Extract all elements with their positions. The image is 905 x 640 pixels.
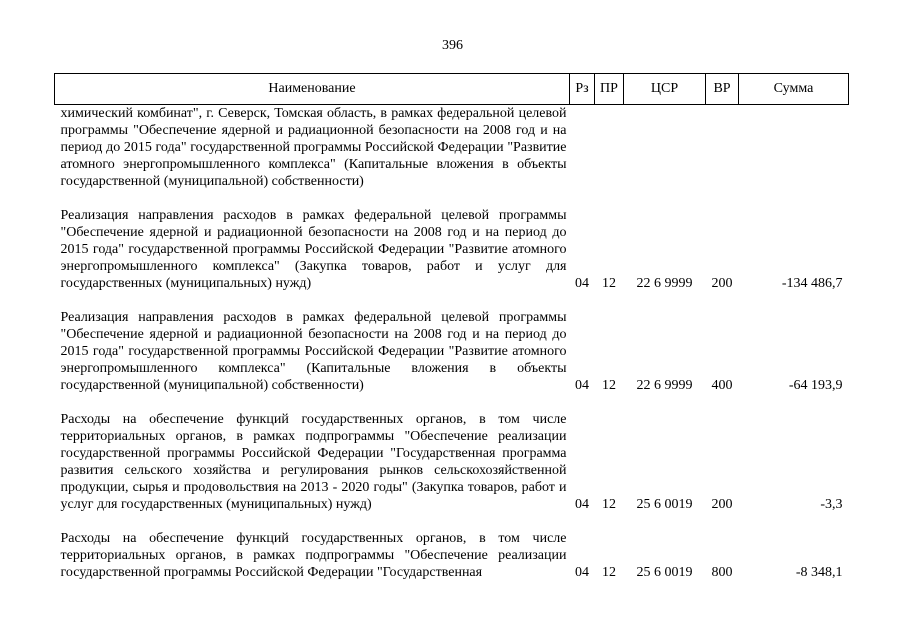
row-vr [706,105,739,191]
table-header-row [55,74,849,105]
column-header-vr: ВР [706,74,739,105]
row-rz: 04 [575,497,589,512]
budget-table [54,73,849,581]
row-name: Реализация направления расходов в рамках федеральной целевой программы "Обеспечение ядерной и радиационной безопасности на 2008 год и на период до 2015 года" государственной программы Российской Федерации "Развитие атомного энергопромышленного комплекса" (Закупка товаров, работ и услуг для государственных (муниципальных) нужд) [60,208,567,291]
row-csr: 22 6 9999 [636,378,693,393]
row-name: Реализация направления расходов в рамках федеральной целевой программы "Обеспечение ядерной и радиационной безопасности на 2008 год и на период до 2015 года" государственной программы Российской Федерации "Развитие атомного энергопромышленного комплекса" (Капитальные вложения в объекты государственной (муниципальной) собственности) [60,310,567,393]
row-sum: -64 193,9 [788,378,843,393]
row-vr: 200 [711,276,733,291]
page-number: 396 [442,38,463,53]
row-pr: 12 [602,378,616,393]
row-csr: 25 6 0019 [636,565,693,580]
row-rz: 04 [575,565,589,580]
table-row [55,309,849,394]
row-name: Расходы на обеспечение функций государственных органов, в том числе территориальных органов, в рамках подпрограммы "Обеспечение реализации государственной программы Российской Федерации "Государственная [60,531,567,580]
row-pr [595,105,624,191]
row-name: химический комбинат", г. Северск, Томская область, в рамках федеральной целевой программы "Обеспечение ядерной и радиационной безопасности на 2008 год и на период до 2015 года" государственной программы Российской Федерации "Развитие атомного энергопромышленного комплекса" (Капитальные вложения в объекты государственной (муниципальной) собственности) [60,106,567,189]
row-sum: -134 486,7 [781,276,843,291]
row-rz [570,105,595,191]
row-csr: 22 6 9999 [636,276,693,291]
row-pr: 12 [602,276,616,291]
row-vr: 200 [711,497,733,512]
column-header-csr: ЦСР [624,74,706,105]
table-row [55,207,849,292]
table-row [55,411,849,513]
column-header-rz: Рз [570,74,595,105]
row-pr: 12 [602,497,616,512]
row-name: Расходы на обеспечение функций государственных органов, в том числе территориальных органов, в рамках подпрограммы "Обеспечение реализации государственной программы Российской Федерации "Государственная программа развития сельского хозяйства и регулирования рынков сельскохозяйственной продукции, сырья и продовольствия на 2013 - 2020 годы" (Закупка товаров, работ и услуг для государственных (муниципальных) нужд) [60,412,567,512]
column-header-sum: Сумма [739,74,849,105]
table-row [55,105,849,191]
column-header-pr: ПР [595,74,624,105]
row-pr: 12 [602,565,616,580]
row-vr: 800 [711,565,733,580]
row-vr: 400 [711,378,733,393]
table-row [55,530,849,581]
row-csr [624,105,706,191]
row-rz: 04 [575,276,589,291]
row-rz: 04 [575,378,589,393]
row-sum: -3,3 [820,497,843,512]
column-header-name: Наименование [55,74,570,105]
row-sum [739,105,849,191]
row-csr: 25 6 0019 [636,497,693,512]
row-sum: -8 348,1 [795,565,843,580]
